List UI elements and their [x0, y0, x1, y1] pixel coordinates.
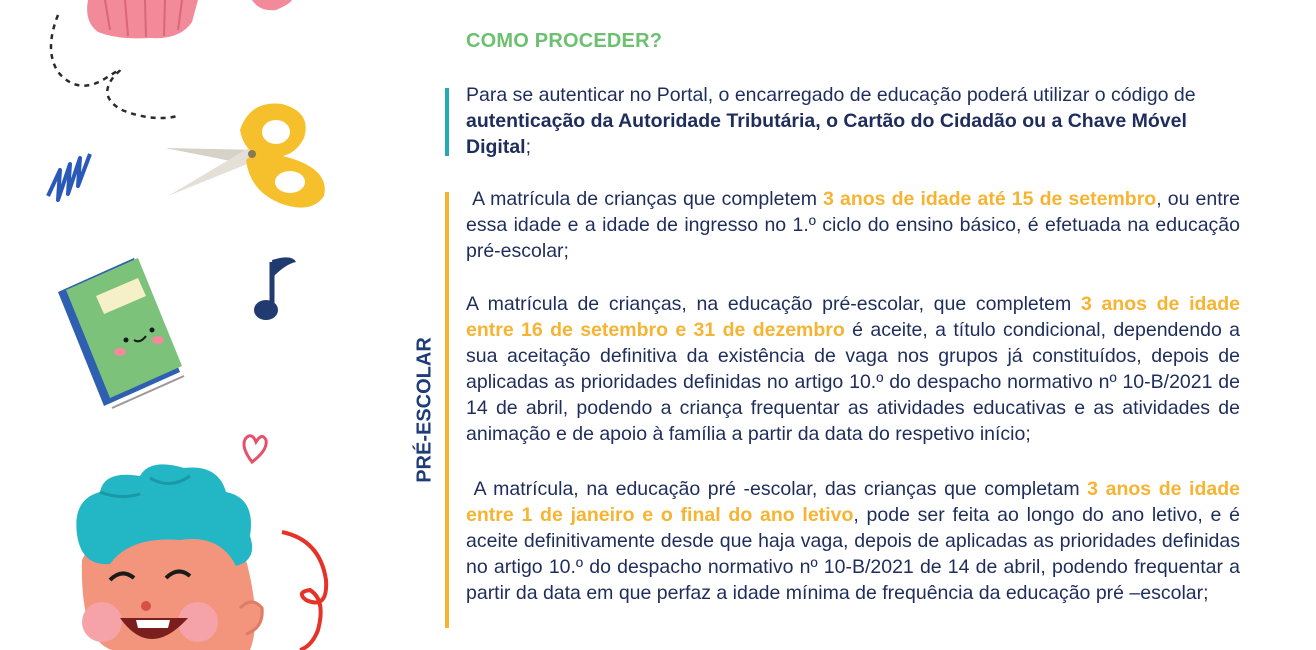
p1-text: Para se autenticar no Portal, o encarregado de educação poderá utilizar o código de [466, 84, 1196, 106]
pre-escolar-label: PRÉ-ESCOLAR [413, 337, 436, 483]
p1-bold-text: autenticação da Autoridade Tributária, o Cartão do Cidadão ou a Chave Móvel Digital [466, 110, 1187, 158]
p2-text: A matrícula de crianças que completem [466, 188, 824, 210]
heart-icon [244, 436, 266, 462]
p4-text: A matrícula, na educação pré -escolar, das crianças que completam [466, 478, 1088, 500]
swirl-icon [282, 532, 326, 650]
teal-accent-bar [445, 88, 449, 156]
scissors-icon [165, 104, 325, 208]
paragraph-enrolment-3 [466, 476, 1246, 606]
section-heading: COMO PROCEDER? [466, 30, 663, 52]
p2-highlight: 3 anos de idade até 15 de setembro [823, 188, 1157, 210]
p3-text: A matrícula de crianças, na educação pré-escolar, que completem [466, 293, 1081, 315]
paragraph-enrolment-2 [466, 291, 1240, 447]
p3-text-end: é aceite, a título condicional, dependendo a sua aceitação definitiva da existência de vaga nos grupos já constituídos, depois de aplicadas as prioridades definidas no artigo 10.º do despacho normativo nº 10-B/2021 de 14 de abril, podendo a criança frequentar as atividades educativas e as atividades de animação e de apoio à família a partir da data do respetivo início; [466, 319, 1240, 445]
p3-highlight: 3 anos de idade entre 16 de setembro e 31 de dezembro [466, 293, 1240, 341]
paragraph-enrolment-1 [466, 186, 1246, 264]
pink-ruffle-icon [87, 0, 292, 38]
decorative-illustrations [0, 0, 340, 650]
gold-accent-bar [445, 192, 449, 628]
p2-text-end: , ou entre essa idade e a idade de ingresso no 1.º ciclo do ensino básico, é efetuada na educação pré-escolar; [466, 188, 1246, 262]
p4-text-end: , pode ser feita ao longo do ano letivo, e é aceite definitivamente desde que haja vaga, depois de aplicadas as prioridades definidas no artigo 10.º do despacho normativo nº 10-B/2021 de 14 de abril, podendo frequentar a partir da data em que perfaz a idade mínima de frequência da educação pré –escolar; [466, 504, 1246, 604]
p1-end: ; [525, 136, 532, 158]
scribble-icon [48, 154, 90, 200]
book-icon [58, 258, 184, 408]
p4-highlight: 3 anos de idade entre 1 de janeiro e o final do ano letivo [466, 478, 1246, 526]
child-face-icon [76, 464, 262, 650]
paragraph-authentication [466, 82, 1240, 160]
music-note-icon [254, 257, 296, 320]
